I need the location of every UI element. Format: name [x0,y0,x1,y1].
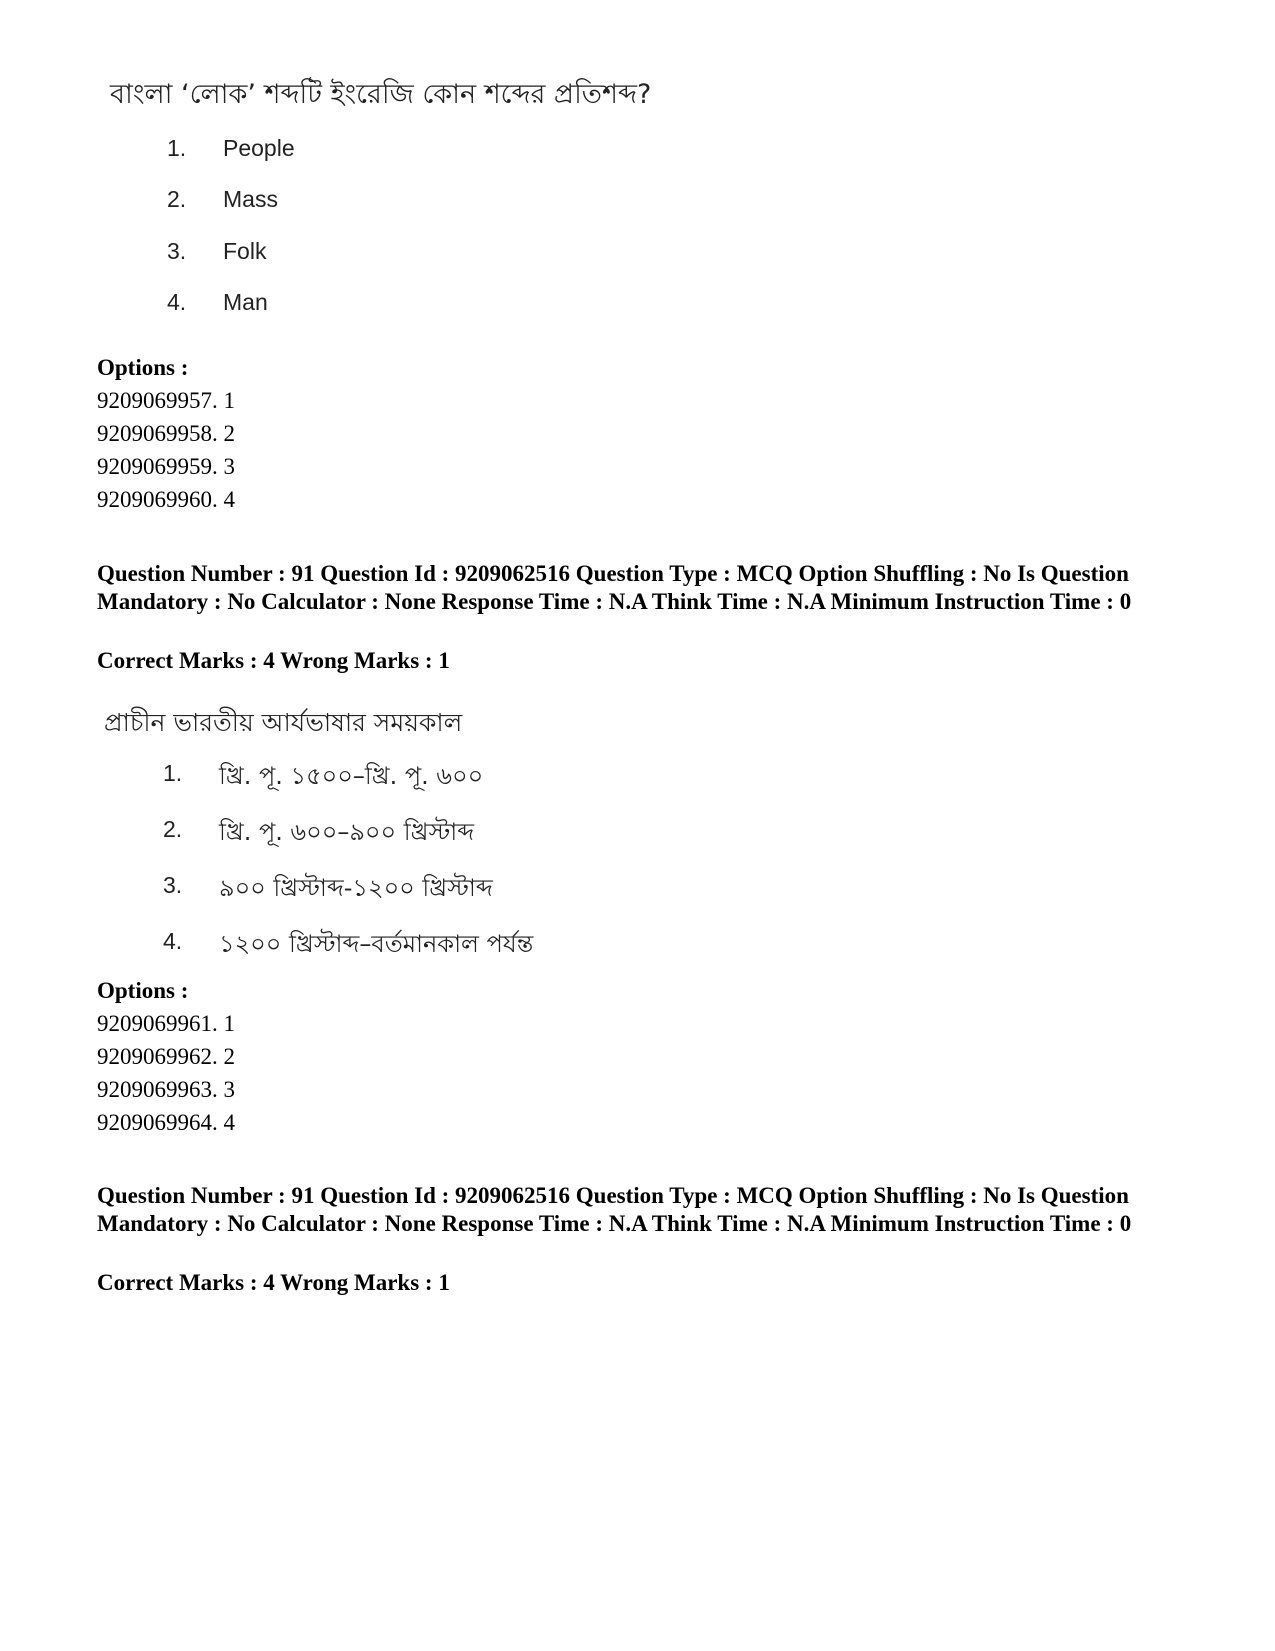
question-meta: Question Number : 91 Question Id : 9209062516 Question Type : MCQ Option Shuffling : No Is Question Mandatory : No Calculator : None Response Time : N.A Think Time : N.A Minimum Instruction Time : 0 [97,1183,1132,1236]
choice-text: ১২০০ খ্রিস্টাব্দ–বর্তমানকাল পর্যন্ত [219,930,534,958]
question-marks: Correct Marks : 4 Wrong Marks : 1 [97,1270,450,1295]
choice-number: 3. [167,238,187,264]
choice-text: খ্রি. পূ. ৬০০–৯০০ খ্রিস্টাব্দ [219,818,475,846]
question-stem: প্রাচীন ভারতীয় আর্যভাষার সময়কাল [104,708,463,737]
option-line: 9209069958. 2 [97,421,235,446]
choice-text: Man [223,289,268,315]
choice-number: 2. [167,186,187,212]
choice-number: 1. [163,760,183,786]
option-line: 9209069962. 2 [97,1044,235,1069]
choice-item [167,238,567,268]
choice-text: Mass [223,186,278,212]
choice-text: Folk [223,238,267,264]
choice-number: 4. [167,289,187,315]
choice-item [163,928,663,960]
question-marks: Correct Marks : 4 Wrong Marks : 1 [97,648,450,673]
choice-number: 1. [167,135,187,161]
choice-item [163,760,663,792]
option-line: 9209069960. 4 [97,487,235,512]
choice-item [167,289,567,319]
choice-item [167,135,567,165]
choice-number: 2. [163,816,183,842]
option-line: 9209069957. 1 [97,388,235,413]
question-stem: বাংলা ‘লোক’ শব্দটি ইংরেজি কোন শব্দের প্রতিশব্দ? [110,79,652,110]
options-heading: Options : [97,978,189,1003]
choice-item [163,816,663,848]
choice-number: 3. [163,872,183,898]
option-line: 9209069963. 3 [97,1077,235,1102]
choice-text: People [223,135,295,161]
choice-number: 4. [163,928,183,954]
choice-item [163,872,663,904]
option-line: 9209069959. 3 [97,454,235,479]
choice-text: খ্রি. পূ. ১৫০০–খ্রি. পূ. ৬০০ [219,762,484,790]
option-line: 9209069961. 1 [97,1011,235,1036]
question-meta: Question Number : 91 Question Id : 9209062516 Question Type : MCQ Option Shuffling : No Is Question Mandatory : No Calculator : None Response Time : N.A Think Time : N.A Minimum Instruction Time : 0 [97,561,1132,614]
choice-text: ৯০০ খ্রিস্টাব্দ-১২০০ খ্রিস্টাব্দ [219,874,493,902]
option-line: 9209069964. 4 [97,1110,235,1135]
choice-item [167,186,567,216]
options-heading: Options : [97,355,189,380]
